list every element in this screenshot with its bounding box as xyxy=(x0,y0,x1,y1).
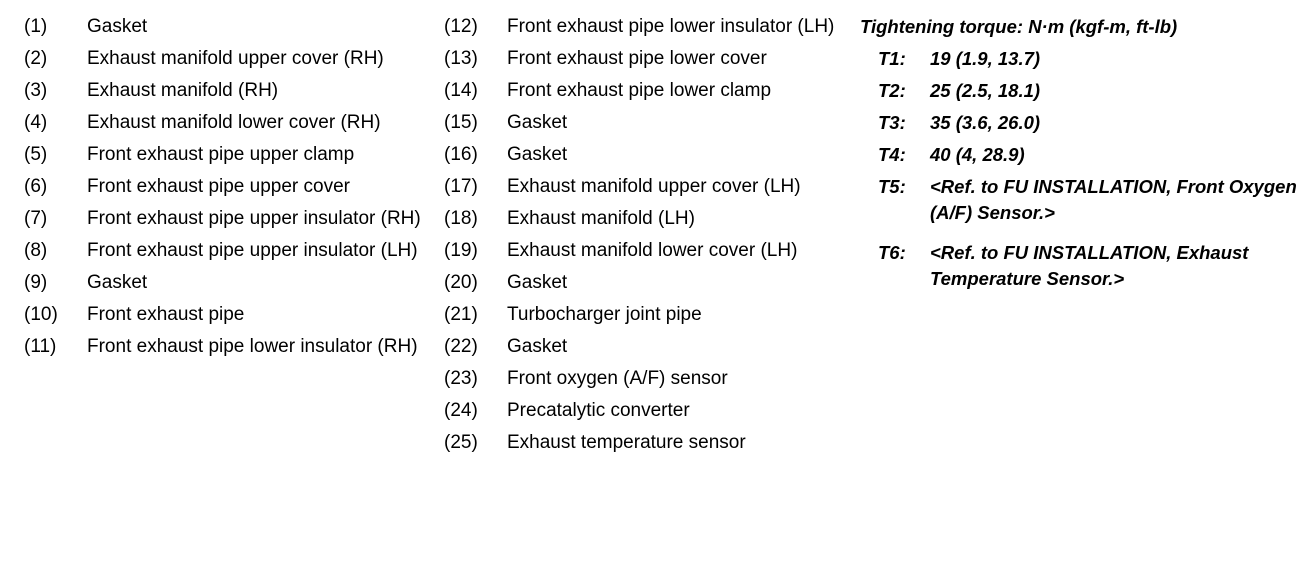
legend-label: Exhaust manifold upper cover (RH) xyxy=(87,48,384,69)
legend-item xyxy=(24,110,424,136)
legend-number: (23) xyxy=(444,368,478,389)
legend-number: (8) xyxy=(24,240,48,261)
legend-number: (12) xyxy=(444,16,478,37)
torque-code: T2: xyxy=(878,80,906,101)
legend-item xyxy=(24,14,424,40)
legend-item xyxy=(444,270,854,296)
torque-code: T4: xyxy=(878,144,906,165)
legend-label: Front exhaust pipe lower insulator (LH) xyxy=(507,16,835,37)
legend-number: (13) xyxy=(444,48,478,69)
legend-label: Front exhaust pipe upper insulator (RH) xyxy=(87,208,421,229)
torque-value: 35 (3.6, 26.0) xyxy=(930,112,1041,133)
legend-item xyxy=(24,174,424,200)
torque-code: T3: xyxy=(878,112,906,133)
torque-item xyxy=(860,142,1300,168)
legend-item xyxy=(444,238,854,264)
legend-item xyxy=(444,14,854,40)
torque-item xyxy=(860,174,1300,226)
legend-label: Front exhaust pipe upper cover xyxy=(87,176,350,197)
legend-item xyxy=(444,366,854,392)
legend-number: (18) xyxy=(444,208,478,229)
torque-item xyxy=(860,110,1300,136)
legend-label: Turbocharger joint pipe xyxy=(507,304,702,325)
legend-label: Gasket xyxy=(507,144,568,165)
legend-label: Exhaust manifold lower cover (LH) xyxy=(507,240,798,261)
legend-item xyxy=(444,174,854,200)
legend-item xyxy=(24,238,424,264)
legend-item xyxy=(24,206,424,232)
legend-label: Exhaust manifold lower cover (RH) xyxy=(87,112,381,133)
legend-label: Gasket xyxy=(507,112,568,133)
torque-value: 25 (2.5, 18.1) xyxy=(930,80,1041,101)
legend-label: Exhaust temperature sensor xyxy=(507,432,746,453)
torque-code: T1: xyxy=(878,48,906,69)
legend-item xyxy=(24,142,424,168)
legend-label: Front exhaust pipe xyxy=(87,304,245,325)
legend-label: Exhaust manifold (RH) xyxy=(87,80,279,101)
legend-number: (4) xyxy=(24,112,48,133)
legend-item xyxy=(444,110,854,136)
legend-number: (17) xyxy=(444,176,478,197)
legend-label: Front oxygen (A/F) sensor xyxy=(507,368,728,389)
legend-number: (11) xyxy=(24,336,57,357)
legend-number: (5) xyxy=(24,144,48,165)
legend-item xyxy=(444,78,854,104)
legend-label: Exhaust manifold upper cover (LH) xyxy=(507,176,801,197)
torque-value: <Ref. to FU INSTALLATION, Front Oxygen (A/F) Sensor.> xyxy=(930,176,1297,223)
legend-label: Front exhaust pipe lower cover xyxy=(507,48,767,69)
legend-item xyxy=(24,334,424,360)
legend-number: (22) xyxy=(444,336,478,357)
torque-value: 40 (4, 28.9) xyxy=(930,144,1025,165)
legend-number: (9) xyxy=(24,272,48,293)
legend-column-left xyxy=(24,14,424,366)
legend-item xyxy=(444,142,854,168)
legend-item xyxy=(444,302,854,328)
legend-number: (24) xyxy=(444,400,478,421)
legend-number: (19) xyxy=(444,240,478,261)
legend-label: Front exhaust pipe upper insulator (LH) xyxy=(87,240,418,261)
legend-item xyxy=(444,334,854,360)
torque-item xyxy=(860,78,1300,104)
torque-title: Tightening torque: N·m (kgf-m, ft-lb) xyxy=(860,16,1178,37)
legend-number: (14) xyxy=(444,80,478,101)
legend-number: (25) xyxy=(444,432,478,453)
torque-column xyxy=(860,14,1300,298)
legend-number: (16) xyxy=(444,144,478,165)
legend-item xyxy=(24,270,424,296)
torque-list xyxy=(860,46,1300,292)
torque-item xyxy=(860,46,1300,72)
legend-number: (21) xyxy=(444,304,478,325)
legend-number: (20) xyxy=(444,272,478,293)
legend-column-middle xyxy=(444,14,854,462)
legend-number: (3) xyxy=(24,80,48,101)
torque-value: <Ref. to FU INSTALLATION, Exhaust Temperature Sensor.> xyxy=(930,242,1249,289)
legend-label: Gasket xyxy=(87,272,148,293)
legend-item xyxy=(444,46,854,72)
torque-value: 19 (1.9, 13.7) xyxy=(930,48,1041,69)
legend-label: Front exhaust pipe lower insulator (RH) xyxy=(87,336,418,357)
torque-item xyxy=(860,240,1300,292)
legend-item xyxy=(24,46,424,72)
legend-number: (7) xyxy=(24,208,48,229)
legend-label: Front exhaust pipe upper clamp xyxy=(87,144,355,165)
legend-label: Gasket xyxy=(507,272,568,293)
legend-number: (6) xyxy=(24,176,48,197)
legend-item xyxy=(24,302,424,328)
legend-item xyxy=(24,78,424,104)
legend-label: Gasket xyxy=(507,336,568,357)
legend-number: (1) xyxy=(24,16,48,37)
legend-label: Front exhaust pipe lower clamp xyxy=(507,80,772,101)
legend-item xyxy=(444,430,854,456)
legend-item xyxy=(444,206,854,232)
legend-label: Gasket xyxy=(87,16,148,37)
legend-label: Exhaust manifold (LH) xyxy=(507,208,695,229)
torque-code: T6: xyxy=(878,242,906,263)
legend-number: (2) xyxy=(24,48,48,69)
torque-code: T5: xyxy=(878,176,906,197)
legend-number: (10) xyxy=(24,304,58,325)
legend-number: (15) xyxy=(444,112,478,133)
legend-label: Precatalytic converter xyxy=(507,400,690,421)
legend-item xyxy=(444,398,854,424)
